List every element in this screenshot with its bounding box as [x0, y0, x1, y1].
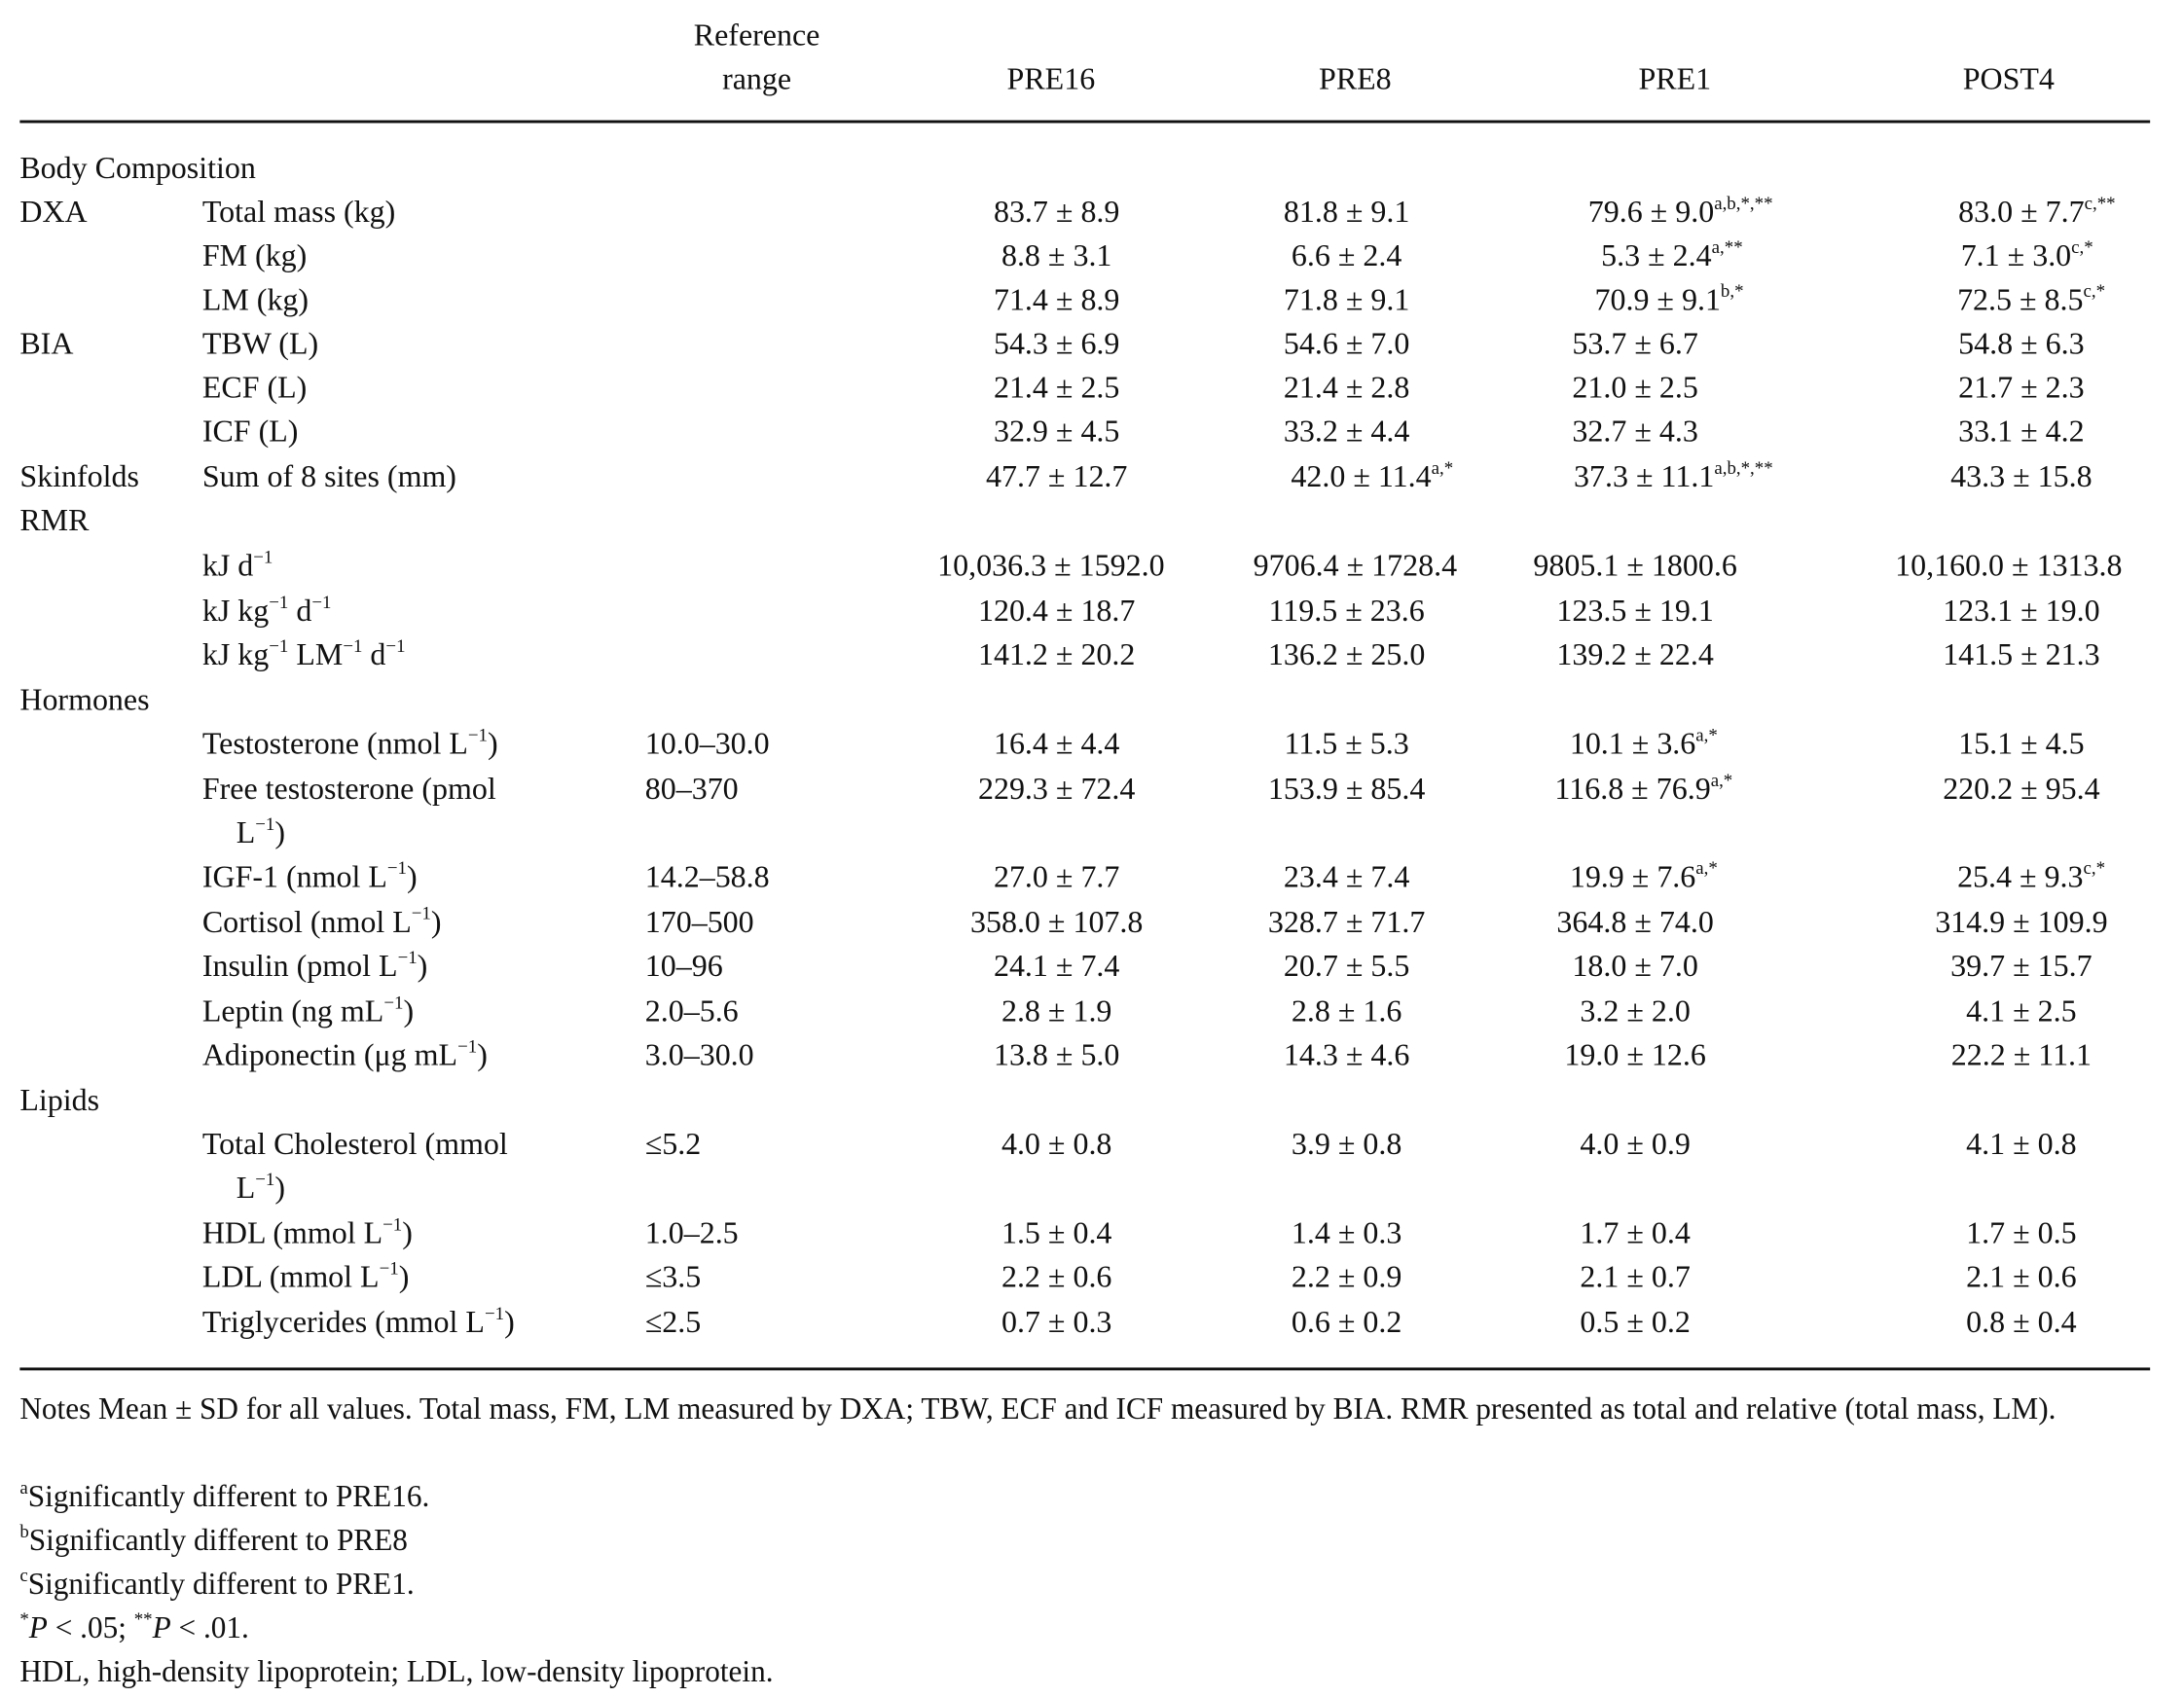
cell-value: 2.8 ± 1.6	[1291, 993, 1402, 1029]
significance-mark: c,*	[2071, 235, 2093, 258]
cell-value: $70.9 \pm 9.1^{b,*}$	[1594, 279, 1744, 317]
cell-value: 139.2 ± 22.4	[1556, 636, 1714, 672]
cell-value: 15.1 ± 4.5	[1958, 725, 2085, 761]
cell-value: 2.2 ± 0.9	[1291, 1258, 1402, 1294]
header-col-pre8: PRE8	[1319, 60, 1392, 96]
significance-mark: a,**	[1711, 235, 1743, 258]
cell-value: 8.8 ± 3.1	[1001, 237, 1112, 273]
table-note-main: Notes Mean ± SD for all values. Total mass, FM, LM measured by DXA; TBW, ECF and ICF measured by BIA. RMR presented as total and relative (total mass, LM).	[19, 1391, 2057, 1426]
reference-value: ≤5.2	[644, 1125, 702, 1162]
cell-value: 21.4 ± 2.8	[1283, 369, 1410, 405]
cell-value: 20.7 ± 5.5	[1283, 947, 1410, 984]
cell-value: 220.2 ± 95.4	[1943, 771, 2100, 807]
cell-value: $72.5 \pm 8.5^{c,*}$	[1957, 279, 2106, 317]
reference-value: 170–500	[644, 903, 754, 940]
cell-value: 83.7 ± 8.9	[993, 194, 1120, 230]
table-note-a: $^a$Significantly different to PRE16.	[19, 1476, 430, 1514]
cell-value: 23.4 ± 7.4	[1283, 858, 1410, 894]
row-label: FM (kg)	[201, 237, 308, 273]
cell-value: $10.1 \pm 3.6^{a,*}$	[1569, 724, 1718, 761]
cell-value: 0.6 ± 0.2	[1291, 1304, 1402, 1340]
cell-value: 32.9 ± 4.5	[993, 413, 1120, 449]
reference-value: 14.2–58.8	[644, 858, 770, 894]
cell-value: 21.4 ± 2.5	[993, 369, 1120, 405]
table-note-b: $^b$Significantly different to PRE8	[19, 1520, 408, 1558]
cell-value: 0.5 ± 0.2	[1580, 1304, 1691, 1340]
cell-value: 39.7 ± 15.7	[1950, 947, 2093, 984]
cell-value: 4.1 ± 0.8	[1966, 1125, 2077, 1162]
cell-value: 81.8 ± 9.1	[1283, 194, 1410, 230]
cell-value: $42.0 \pm 11.4^{a,*}$	[1291, 456, 1454, 494]
footer-rule	[19, 1367, 2150, 1370]
cell-value: 54.8 ± 6.3	[1958, 325, 2085, 361]
cell-value: 119.5 ± 23.6	[1268, 592, 1425, 629]
significance-mark: c,*	[2083, 279, 2106, 302]
row-label: Cortisol (nmol $L^{-1}$)	[201, 902, 442, 940]
cell-value: 9805.1 ± 1800.6	[1533, 547, 1737, 583]
cell-value: 136.2 ± 25.0	[1267, 636, 1426, 672]
cell-value: $37.3 \pm 11.1^{a,b,*,**}$	[1574, 456, 1773, 494]
header-reference-range-line1: Reference	[693, 17, 820, 53]
cell-value: 54.6 ± 7.0	[1283, 325, 1410, 361]
cell-value: 141.2 ± 20.2	[977, 636, 1136, 672]
cell-value: 10,160.0 ± 1313.8	[1895, 547, 2123, 583]
cell-value: 9706.4 ± 1728.4	[1253, 547, 1458, 583]
row-label: Sum of 8 sites (mm)	[201, 457, 456, 494]
cell-value: $7.1 \pm 3.0^{c,*}$	[1960, 235, 2093, 273]
significance-mark: a,b,*,**	[1714, 192, 1773, 214]
row-label: kJ $kg^{-1}$ $LM^{-1}$ $d^{-1}$	[201, 634, 406, 672]
row-label: IGF-1 (nmol $L^{-1}$)	[201, 856, 418, 894]
cell-value: 1.4 ± 0.3	[1291, 1214, 1402, 1250]
cell-value: $83.0 \pm 7.7^{c,**}$	[1958, 192, 2116, 230]
cell-value: 21.0 ± 2.5	[1572, 369, 1698, 405]
row-label-continued: $L^{-1}$)	[236, 1168, 286, 1206]
cell-value: 4.0 ± 0.8	[1001, 1125, 1112, 1162]
significance-mark: b,*	[1720, 279, 1744, 302]
cell-value: 21.7 ± 2.3	[1958, 369, 2085, 405]
cell-value: 2.1 ± 0.6	[1966, 1258, 2077, 1294]
table-note-c: $^c$Significantly different to PRE1.	[19, 1564, 415, 1602]
significance-mark: c,**	[2084, 192, 2116, 214]
cell-value: 22.2 ± 11.1	[1950, 1036, 2093, 1072]
significance-mark: a,*	[1695, 856, 1718, 879]
reference-value: 10.0–30.0	[644, 725, 770, 761]
cell-value: 3.9 ± 0.8	[1291, 1125, 1402, 1162]
cell-value: 0.7 ± 0.3	[1001, 1304, 1112, 1340]
cell-value: 54.3 ± 6.9	[993, 325, 1120, 361]
reference-value: 1.0–2.5	[644, 1214, 739, 1250]
row-label: ECF (L)	[201, 369, 308, 405]
cell-value: 314.9 ± 109.9	[1935, 903, 2108, 940]
header-col-pre1: PRE1	[1638, 60, 1712, 96]
reference-value: ≤3.5	[644, 1258, 702, 1294]
table-note-p-values: *P < .05; **P < .01.	[19, 1607, 249, 1645]
significance-mark: a,b,*,**	[1714, 456, 1773, 479]
cell-value: $116.8 \pm 76.9^{a,*}$	[1554, 769, 1733, 807]
cell-value: 3.2 ± 2.0	[1580, 993, 1691, 1029]
cell-value: 1.7 ± 0.4	[1580, 1214, 1691, 1250]
cell-value: 11.5 ± 5.3	[1284, 725, 1409, 761]
reference-value: 80–370	[644, 771, 739, 807]
section-rmr: RMR	[19, 501, 90, 538]
cell-value: 141.5 ± 21.3	[1943, 636, 2100, 672]
reference-value: ≤2.5	[644, 1304, 702, 1340]
cell-value: 358.0 ± 107.8	[969, 903, 1144, 940]
cell-value: 2.2 ± 0.6	[1001, 1258, 1112, 1294]
row-label: ICF (L)	[201, 413, 299, 449]
cell-value: 153.9 ± 85.4	[1267, 771, 1426, 807]
cell-value: 71.8 ± 9.1	[1283, 281, 1410, 317]
cell-value: 0.8 ± 0.4	[1966, 1304, 2077, 1340]
cell-value: $79.6 \pm 9.0^{a,b,*,**}$	[1587, 192, 1773, 230]
significance-mark: a,*	[1695, 724, 1718, 745]
row-label: HDL (mmol $L^{-1}$)	[201, 1213, 413, 1250]
cell-value: 10,036.3 ± 1592.0	[937, 547, 1165, 583]
cell-value: 2.8 ± 1.9	[1001, 993, 1112, 1029]
reference-value: 10–96	[644, 947, 723, 984]
cell-value: 364.8 ± 74.0	[1556, 903, 1714, 940]
reference-value: 2.0–5.6	[644, 993, 739, 1029]
significance-mark: a,*	[1431, 456, 1454, 479]
row-label: LM (kg)	[201, 281, 309, 317]
cell-value: 47.7 ± 12.7	[985, 457, 1128, 494]
group-bia: BIA	[19, 325, 74, 361]
header-col-post4: POST4	[1962, 60, 2055, 96]
table-note-abbreviations: HDL, high-density lipoprotein; LDL, low-density lipoprotein.	[19, 1654, 774, 1689]
cell-value: 24.1 ± 7.4	[993, 947, 1120, 984]
cell-value: 1.5 ± 0.4	[1001, 1214, 1112, 1250]
row-label: Total mass (kg)	[201, 194, 396, 230]
cell-value: 120.4 ± 18.7	[977, 592, 1136, 629]
row-label: LDL (mmol $L^{-1}$)	[201, 1257, 410, 1294]
row-label: Leptin (ng $mL^{-1}$)	[201, 991, 415, 1029]
section-hormones: Hormones	[19, 681, 150, 717]
significance-mark: a,*	[1710, 769, 1733, 791]
cell-value: 13.8 ± 5.0	[993, 1036, 1120, 1072]
cell-value: $5.3 \pm 2.4^{a,**}$	[1601, 235, 1743, 273]
row-label: Total Cholesterol (mmol	[201, 1125, 508, 1162]
cell-value: 2.1 ± 0.7	[1580, 1258, 1691, 1294]
cell-value: 328.7 ± 71.7	[1267, 903, 1426, 940]
cell-value: 229.3 ± 72.4	[977, 771, 1136, 807]
header-reference-range-line2: range	[722, 60, 792, 96]
row-label: Adiponectin (μg $mL^{-1}$)	[201, 1034, 488, 1072]
row-label: kJ $kg^{-1}$ $d^{-1}$	[201, 591, 332, 629]
significance-mark: c,*	[2083, 856, 2106, 879]
cell-value: 71.4 ± 8.9	[993, 281, 1120, 317]
section-lipids: Lipids	[19, 1081, 100, 1118]
cell-value: 6.6 ± 2.4	[1291, 237, 1402, 273]
group-dxa: DXA	[19, 194, 88, 230]
cell-value: 53.7 ± 6.7	[1572, 325, 1698, 361]
row-label: TBW (L)	[201, 325, 319, 361]
header-col-pre16: PRE16	[1006, 60, 1096, 96]
cell-value: 14.3 ± 4.6	[1283, 1036, 1410, 1072]
section-body-composition: Body Composition	[19, 150, 256, 186]
row-label: Testosterone (nmol $L^{-1}$)	[201, 724, 498, 761]
cell-value: 33.1 ± 4.2	[1958, 413, 2085, 449]
cell-value: $19.9 \pm 7.6^{a,*}$	[1569, 856, 1718, 894]
cell-value: 123.5 ± 19.1	[1556, 592, 1714, 629]
cell-value: 18.0 ± 7.0	[1572, 947, 1698, 984]
row-label-continued: $L^{-1}$)	[236, 812, 286, 850]
cell-value: 4.0 ± 0.9	[1580, 1125, 1691, 1162]
group-skinfolds: Skinfolds	[19, 457, 139, 494]
cell-value: 123.1 ± 19.0	[1943, 592, 2100, 629]
row-label: Triglycerides (mmol $L^{-1}$)	[201, 1302, 515, 1340]
cell-value: 1.7 ± 0.5	[1966, 1214, 2077, 1250]
cell-value: 27.0 ± 7.7	[993, 858, 1120, 894]
row-label: Insulin (pmol $L^{-1}$)	[201, 946, 428, 984]
cell-value: 43.3 ± 15.8	[1950, 457, 2093, 494]
header-rule	[19, 121, 2150, 124]
row-label: Free testosterone (pmol	[201, 771, 496, 807]
cell-value: $25.4 \pm 9.3^{c,*}$	[1957, 856, 2106, 894]
cell-value: 16.4 ± 4.4	[993, 725, 1120, 761]
cell-value: 32.7 ± 4.3	[1572, 413, 1698, 449]
row-label: kJ $d^{-1}$	[201, 546, 273, 583]
reference-value: 3.0–30.0	[644, 1036, 754, 1072]
cell-value: 4.1 ± 2.5	[1966, 993, 2077, 1029]
cell-value: 33.2 ± 4.4	[1283, 413, 1410, 449]
cell-value: 19.0 ± 12.6	[1564, 1036, 1706, 1072]
